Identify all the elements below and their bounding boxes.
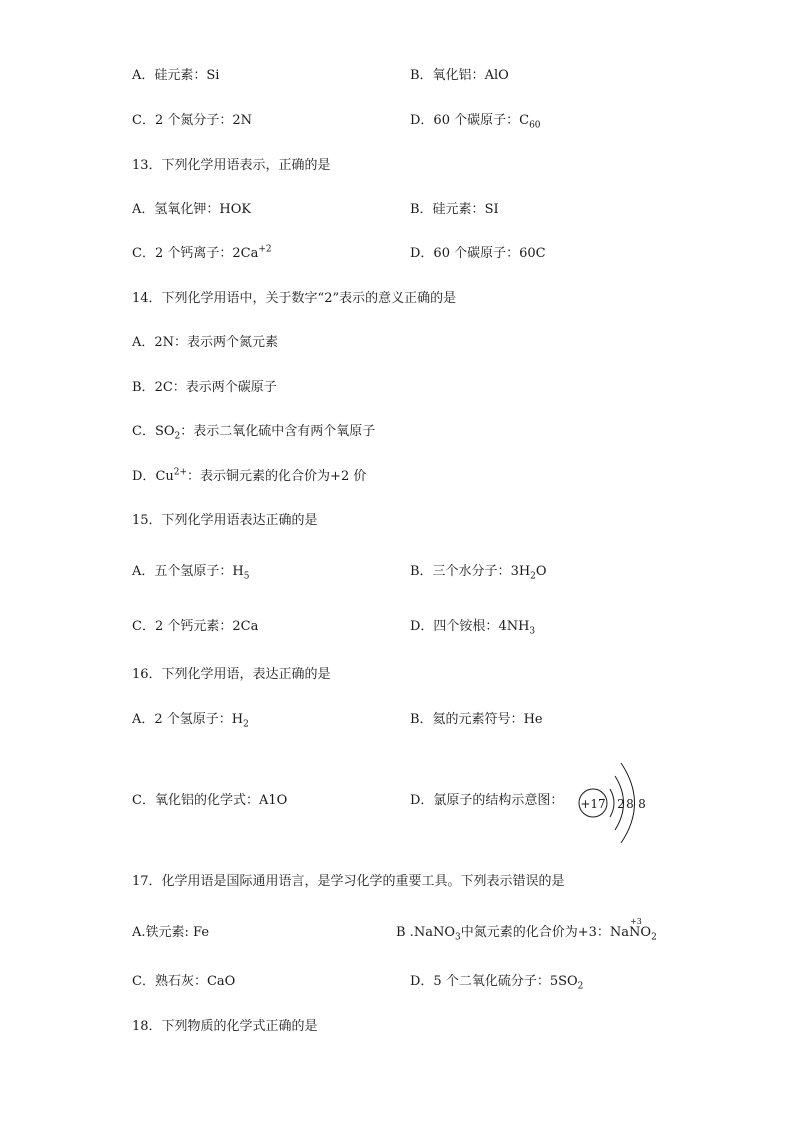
- q13-stem: 13．下列化学用语表示，正确的是: [132, 158, 331, 173]
- q18-stem: 18．下列物质的化学式正确的是: [132, 1019, 318, 1034]
- q13-option-b: B．硅元素：SI: [410, 202, 499, 217]
- q17-stem: 17．化学用语是国际通用语言，是学习化学的重要工具。下列表示错误的是: [132, 874, 565, 889]
- q17-option-b: B .NaNO$_3$中氮元素的化合价为+3：Na +3 $NO_2$: [396, 924, 657, 942]
- q15-option-b: B．三个水分子：$3H_2O$: [410, 564, 547, 582]
- q16-option-b: B．氦的元素符号：He: [410, 712, 543, 727]
- oxidation-state-element: +3 N: [629, 924, 640, 942]
- q12-option-b: B．氧化铝：AlO: [410, 68, 509, 83]
- electron-shell-1: [610, 789, 614, 817]
- q17-option-c: C．熟石灰：CaO: [132, 974, 236, 989]
- q14-option-c: C．$SO_2$：表示二氧化硫中含有两个氧原子: [132, 424, 376, 442]
- shell-1-electrons: 2: [617, 797, 625, 811]
- q15-option-a: A．五个氢原子：$H_5$: [132, 564, 250, 582]
- q13-option-d: D．60 个碳原子：60C: [410, 246, 546, 261]
- nucleus-charge: +17: [580, 797, 606, 811]
- q16-stem: 16．下列化学用语，表达正确的是: [132, 667, 331, 682]
- shell-2-electrons: 8: [626, 797, 634, 811]
- q13-option-a: A．氢氧化钾：HOK: [132, 202, 252, 217]
- q17-option-a: A.铁元素: Fe: [132, 925, 210, 940]
- q14-option-b: B．2C：表示两个碳原子: [132, 380, 277, 395]
- q14-option-d: D．$Cu^{2+}$：表示铜元素的化合价为+2 价: [132, 467, 367, 484]
- q15-stem: 15．下列化学用语表达正确的是: [132, 513, 318, 528]
- q17-option-d: D．5 个二氧化硫分子：$5SO_2$: [410, 974, 584, 992]
- q15-option-d: D．四个铵根：$4NH_3$: [410, 619, 536, 637]
- q14-stem: 14．下列化学用语中，关于数字“2”表示的意义正确的是: [132, 291, 457, 306]
- q12-option-d: D．60 个碳原子：$C_{60}$: [410, 113, 541, 131]
- q13-option-c: C．2 个钙离子：$2Ca^{+2}$: [132, 244, 272, 261]
- shell-3-electrons: 8: [638, 797, 646, 811]
- q12-option-c: C．2 个氮分子：2N: [132, 113, 253, 128]
- oxidation-state-mark: +3: [630, 917, 642, 926]
- q16-option-d: D．氯原子的结构示意图：: [410, 793, 564, 808]
- q16-option-a: A．2 个氢原子：$H_2$: [132, 712, 249, 730]
- q14-option-a: A．2N：表示两个氮元素: [132, 335, 279, 350]
- q15-option-c: C．2 个钙元素：2Ca: [132, 619, 259, 634]
- q12-option-a: A．硅元素：Si: [132, 68, 220, 83]
- chlorine-atom-diagram: [576, 758, 656, 850]
- q16-option-c: C．氧化铝的化学式：A1O: [132, 793, 288, 808]
